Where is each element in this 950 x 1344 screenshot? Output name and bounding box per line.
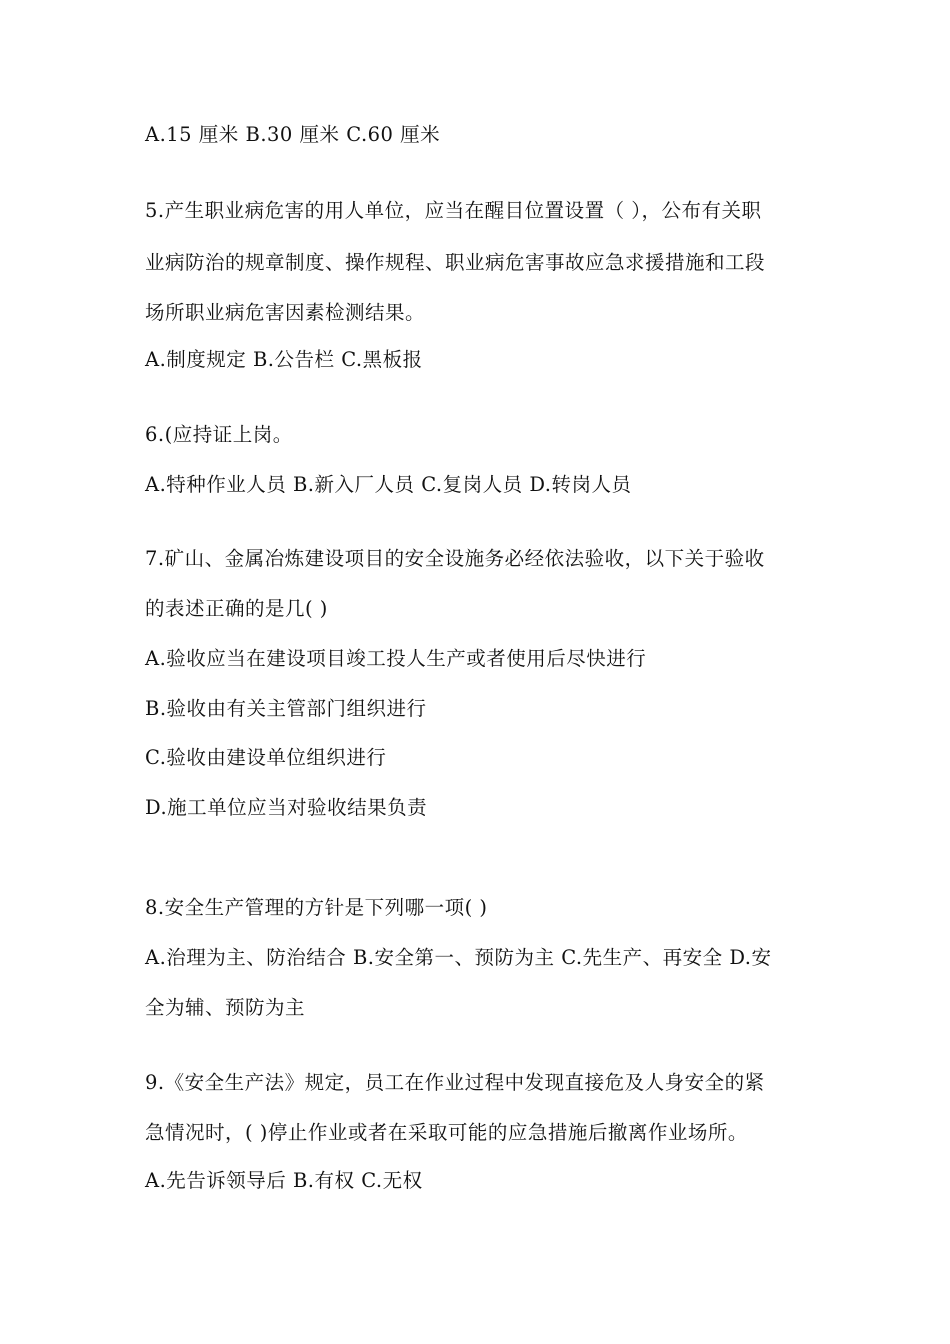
question-8-text: 8.安全生产管理的方针是下列哪一项( ) bbox=[145, 896, 488, 919]
question-7-option-b: B.验收由有关主管部门组织进行 bbox=[145, 697, 427, 720]
question-6-options: A.特种作业人员 B.新入厂人员 C.复岗人员 D.转岗人员 bbox=[145, 473, 632, 496]
question-5-text-line-2: 业病防治的规章制度、操作规程、职业病危害事故应急求援措施和工段 bbox=[145, 251, 766, 274]
question-9-options: A.先告诉领导后 B.有权 C.无权 bbox=[145, 1169, 423, 1192]
question-4-options: A.15 厘米 B.30 厘米 C.60 厘米 bbox=[145, 123, 441, 146]
question-9-text-line-2: 急情况时，( )停止作业或者在采取可能的应急措施后撤离作业场所。 bbox=[145, 1121, 748, 1144]
question-7-option-d: D.施工单位应当对验收结果负责 bbox=[145, 796, 428, 819]
question-6-text: 6.(应持证上岗。 bbox=[145, 423, 293, 446]
question-8-options-line-2: 全为辅、预防为主 bbox=[145, 996, 306, 1019]
question-7-text-line-1: 7.矿山、金属冶炼建设项目的安全设施务必经依法验收，以下关于验收 bbox=[145, 547, 765, 570]
question-5-text-line-1: 5.产生职业病危害的用人单位，应当在醒目位置设置（ ），公布有关职 bbox=[145, 199, 762, 222]
question-7-text-line-2: 的表述正确的是几( ) bbox=[145, 597, 328, 620]
question-7-option-a: A.验收应当在建设项目竣工投人生产或者使用后尽快进行 bbox=[145, 647, 647, 670]
question-5-text-line-3: 场所职业病危害因素检测结果。 bbox=[145, 301, 426, 324]
question-8-options-line-1: A.治理为主、防治结合 B.安全第一、预防为主 C.先生产、再安全 D.安 bbox=[145, 946, 772, 969]
question-7-option-c: C.验收由建设单位组织进行 bbox=[145, 746, 387, 769]
question-9-text-line-1: 9.《安全生产法》规定，员工在作业过程中发现直接危及人身安全的紧 bbox=[145, 1071, 765, 1094]
question-5-options: A.制度规定 B.公告栏 C.黑板报 bbox=[145, 348, 423, 371]
